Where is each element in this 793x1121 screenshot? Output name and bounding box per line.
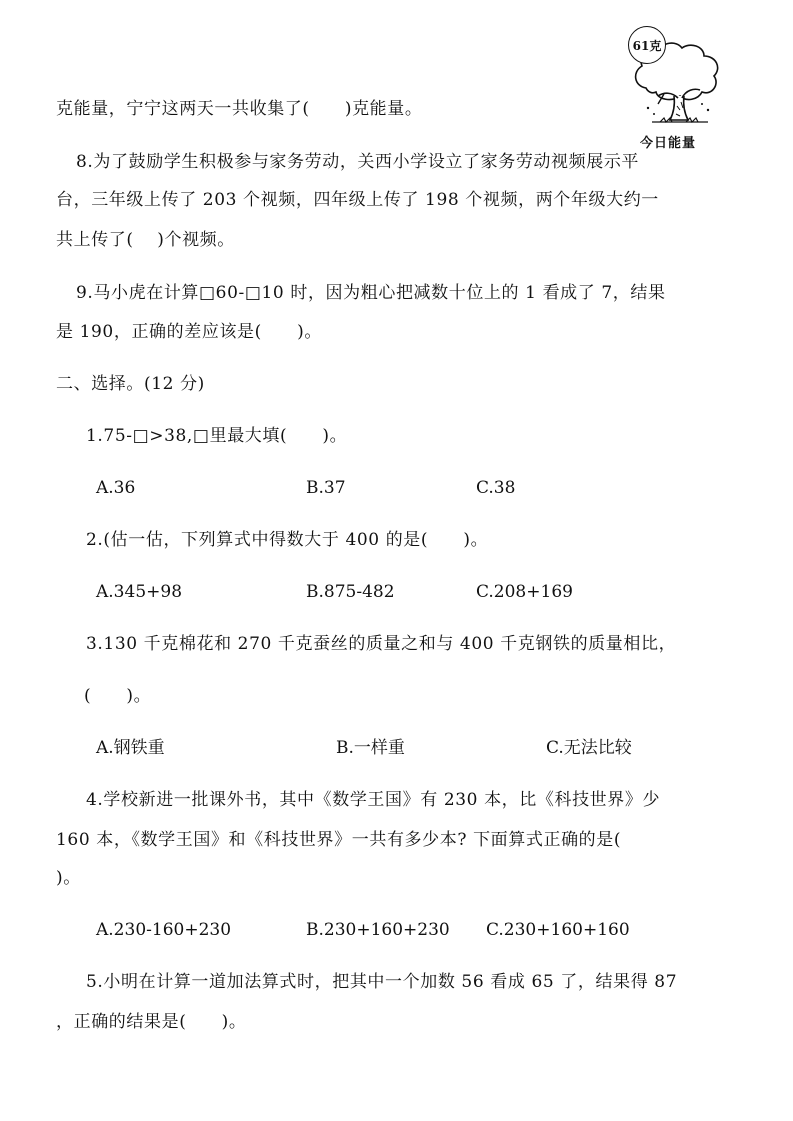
tree-caption: 今日能量 xyxy=(640,136,697,151)
choice-4-option-c: C.230+160+160 xyxy=(486,920,630,940)
choice-5-question-line-2: ，正确的结果是( )。 xyxy=(56,1012,247,1032)
choice-3-question-line-1: 3.130 千克棉花和 270 千克蚕丝的质量之和与 400 千克钢铁的质量相比， xyxy=(86,634,677,654)
choice-4-question-line-3: )。 xyxy=(56,868,81,888)
choice-3-option-c: C.无法比较 xyxy=(546,738,632,758)
q9-line-1: 9.马小虎在计算□60-□10 时，因为粗心把减数十位上的 1 看成了 7，结果 xyxy=(76,283,666,303)
q8-line-3: 共上传了( )个视频。 xyxy=(56,230,235,250)
choice-2-option-c: C.208+169 xyxy=(476,582,573,602)
section-2-heading: 二、选择。(12 分) xyxy=(56,374,205,394)
q8-line-1: 8.为了鼓励学生积极参与家务劳动，关西小学设立了家务劳动视频展示平 xyxy=(76,152,640,172)
choice-1-question: 1.75-□>38,□里最大填( )。 xyxy=(86,426,348,446)
choice-3-option-b: B.一样重 xyxy=(336,738,405,758)
q9-line-2: 是 190，正确的差应该是( )。 xyxy=(56,322,322,342)
choice-2-option-b: B.875-482 xyxy=(306,582,395,602)
choice-2-question: 2.(估一估，下列算式中得数大于 400 的是( )。 xyxy=(86,530,489,550)
choice-2-option-a: A.345+98 xyxy=(96,582,183,602)
choice-5-question-line-1: 5.小明在计算一道加法算式时，把其中一个加数 56 看成 65 了，结果得 87 xyxy=(86,972,678,992)
q8-line-2: 台，三年级上传了 203 个视频，四年级上传了 198 个视频，两个年级大约一 xyxy=(56,190,659,210)
choice-1-option-c: C.38 xyxy=(476,478,516,498)
choice-3-question-line-2: ( )。 xyxy=(84,686,152,706)
choice-4-question-line-1: 4.学校新进一批课外书，其中《数学王国》有 230 本，比《科技世界》少 xyxy=(86,790,661,810)
choice-4-option-a: A.230-160+230 xyxy=(96,920,232,940)
energy-tree-illustration xyxy=(628,18,728,151)
choice-1-option-b: B.37 xyxy=(306,478,346,498)
energy-badge: 61克 xyxy=(628,26,666,64)
choice-4-option-b: B.230+160+230 xyxy=(306,920,450,940)
choice-3-option-a: A.钢铁重 xyxy=(96,738,165,758)
q7-end-line: 克能量，宁宁这两天一共收集了( )克能量。 xyxy=(56,99,423,119)
choice-1-option-a: A.36 xyxy=(96,478,136,498)
choice-4-question-line-2: 160 本，《数学王国》和《科技世界》一共有多少本? 下面算式正确的是( xyxy=(56,830,622,850)
